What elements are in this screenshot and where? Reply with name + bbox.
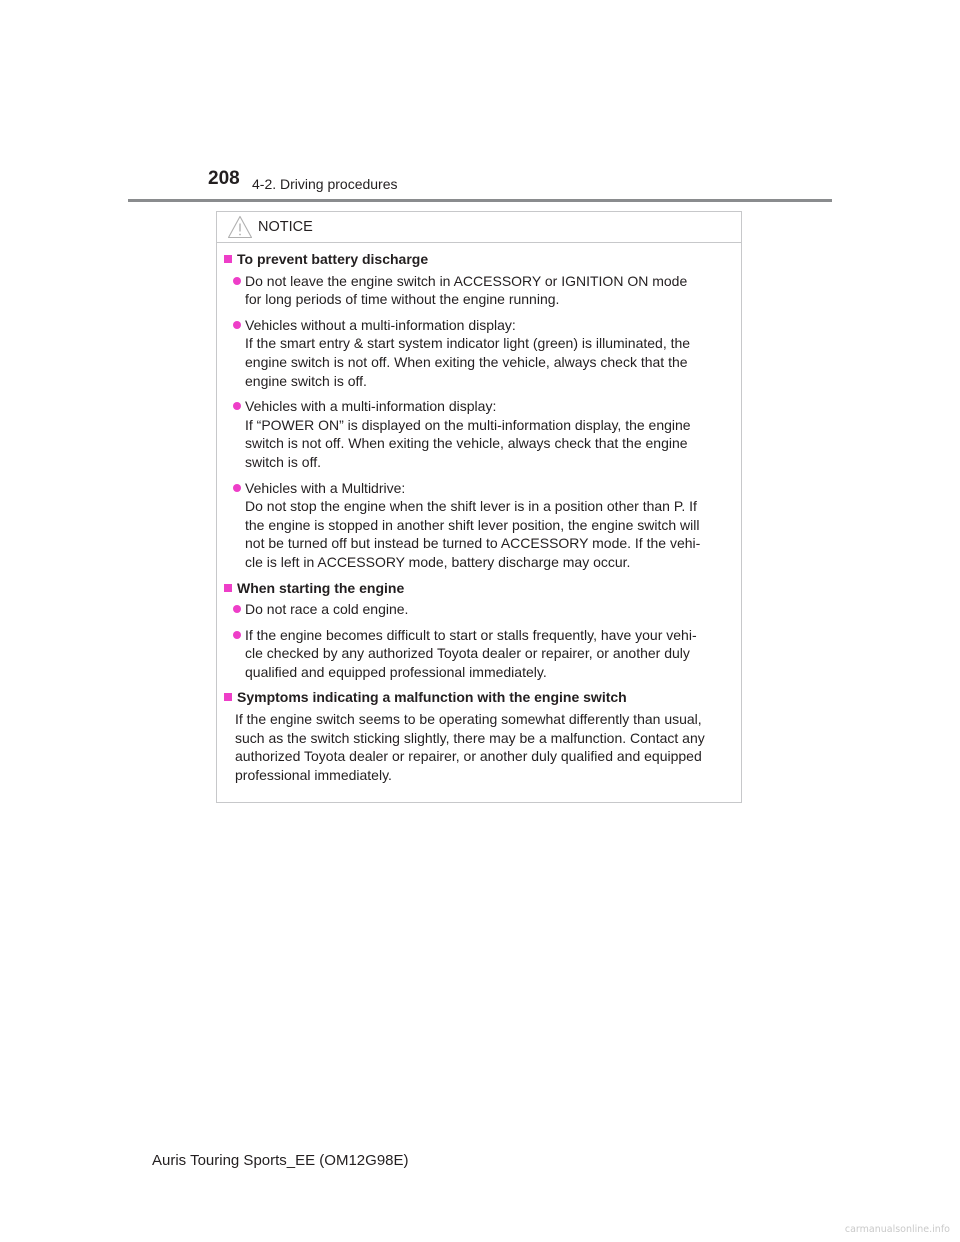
item-line: cle is left in ACCESSORY mode, battery discharge may occur.: [245, 553, 631, 570]
item-line: If the engine becomes difficult to start or stalls frequently, have your vehi-: [245, 626, 697, 643]
square-bullet-icon: [224, 693, 232, 701]
round-bullet-icon: [233, 484, 241, 492]
list-item: [223, 272, 737, 309]
list-item: [223, 626, 737, 682]
list-item: [223, 600, 737, 619]
item-line: qualified and equipped professional immediately.: [245, 663, 547, 680]
list-item: [223, 397, 737, 471]
square-bullet-icon: [224, 584, 232, 592]
paragraph-line: professional immediately.: [235, 766, 392, 783]
manual-title: Auris Touring Sports_EE (OM12G98E): [152, 1152, 409, 1169]
round-bullet-icon: [233, 605, 241, 613]
item-line: engine switch is not off. When exiting the vehicle, always check that the: [245, 353, 688, 370]
list-item: [223, 316, 737, 390]
header-rule: [128, 199, 832, 202]
item-line: engine switch is off.: [245, 372, 367, 389]
page-number: 208: [208, 168, 240, 189]
item-line: Do not leave the engine switch in ACCESSORY or IGNITION ON mode: [245, 272, 688, 289]
watermark: carmanualsonline.info: [844, 1224, 950, 1235]
heading-text: When starting the engine: [237, 579, 405, 596]
item-line: Vehicles with a Multidrive:: [245, 479, 406, 496]
item-line: the engine is stopped in another shift lever position, the engine switch will: [245, 516, 700, 533]
round-bullet-icon: [233, 631, 241, 639]
section-heading: [223, 579, 737, 598]
item-line: If “POWER ON” is displayed on the multi-information display, the engine: [245, 416, 691, 433]
notice-header: [217, 212, 741, 243]
section-heading: [223, 688, 737, 707]
item-line: cle checked by any authorized Toyota dealer or repairer, or another duly: [245, 645, 690, 662]
item-line: for long periods of time without the engine running.: [245, 291, 560, 308]
item-line: not be turned off but instead be turned to ACCESSORY mode. If the vehi-: [245, 535, 701, 552]
round-bullet-icon: [233, 321, 241, 329]
notice-box: [216, 211, 742, 803]
item-line: If the smart entry & start system indicator light (green) is illuminated, the: [245, 335, 691, 352]
paragraph-line: authorized Toyota dealer or repairer, or another duly qualified and equipped: [235, 748, 702, 765]
warning-triangle-icon: [227, 215, 253, 239]
section-heading: [223, 250, 737, 269]
round-bullet-icon: [233, 277, 241, 285]
item-line: Vehicles with a multi-information display:: [245, 398, 497, 415]
item-line: Do not stop the engine when the shift lever is in a position other than P. If: [245, 498, 697, 515]
heading-text: Symptoms indicating a malfunction with the engine switch: [237, 689, 627, 706]
heading-text: To prevent battery discharge: [237, 251, 429, 267]
item-line: switch is not off. When exiting the vehicle, always check that the engine: [245, 435, 688, 452]
item-line: Vehicles without a multi-information display:: [245, 316, 516, 333]
list-item: [223, 479, 737, 572]
square-bullet-icon: [224, 255, 232, 263]
paragraph-line: such as the switch sticking slightly, there may be a malfunction. Contact any: [235, 729, 705, 746]
section-title: 4-2. Driving procedures: [252, 176, 398, 192]
paragraph: [223, 710, 737, 784]
paragraph-line: If the engine switch seems to be operating somewhat differently than usual,: [235, 711, 702, 728]
notice-body: [223, 250, 737, 784]
round-bullet-icon: [233, 402, 241, 410]
item-line: switch is off.: [245, 453, 321, 470]
item-line: Do not race a cold engine.: [245, 601, 409, 618]
notice-title: NOTICE: [258, 219, 313, 235]
